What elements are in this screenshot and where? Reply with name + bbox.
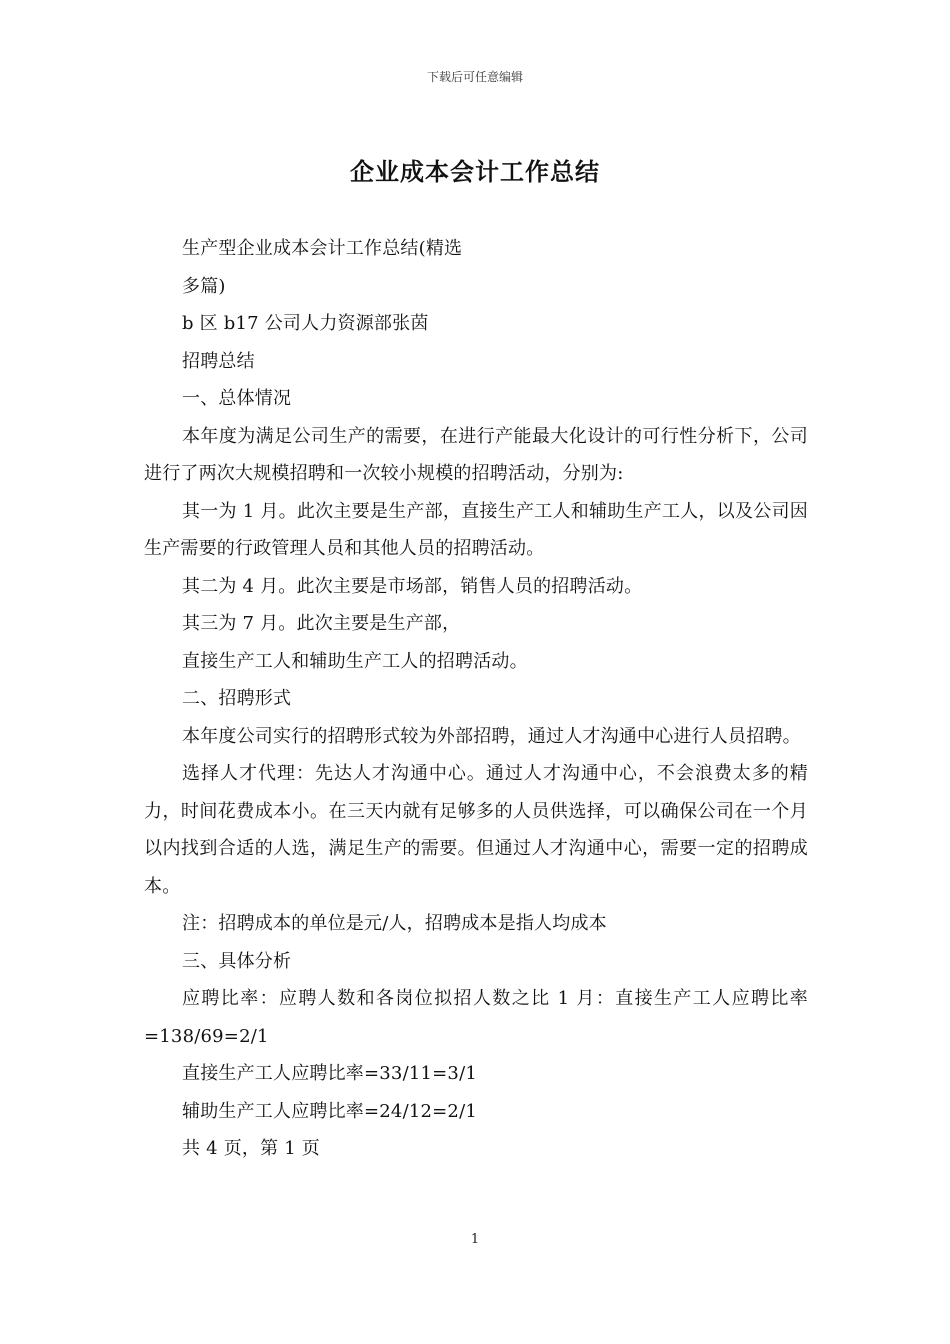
paragraph: 多篇) — [182, 275, 226, 297]
paragraph: b 区 b17 公司人力资源部张茵 — [182, 313, 429, 334]
paragraph: 其一为 1 月。此次主要是生产部，直接生产工人和辅助生产工人，以及公司因生产需要的行政管理人员和其他人员的招聘活动。 — [144, 500, 808, 559]
paragraph: 辅助生产工人应聘比率=24/12=2/1 — [182, 1100, 478, 1122]
paragraph: 其二为 4 月。此次主要是市场部，销售人员的招聘活动。 — [182, 575, 643, 597]
paragraph: 生产型企业成本会计工作总结(精选 — [182, 238, 463, 259]
header-note: 下载后可任意编辑 — [426, 70, 523, 84]
paragraph: 直接生产工人和辅助生产工人的招聘活动。 — [182, 650, 528, 672]
paragraph: 选择人才代理：先达人才沟通中心。通过人才沟通中心，不会浪费太多的精力，时间花费成本小。在三天内就有足够多的人员供选择，可以确保公司在一个月以内找到合适的人选，满足生产的需要。但通过人才沟通中心，需要一定的招聘成本。 — [144, 763, 808, 897]
section-heading: 二、招聘形式 — [182, 688, 292, 709]
paragraph: 本年度为满足公司生产的需要，在进行产能最大化设计的可行性分析下，公司进行了两次大规模招聘和一次较小规模的招聘活动，分别为: — [144, 425, 808, 484]
paragraph: 其三为 7 月。此次主要是生产部， — [182, 613, 461, 634]
document-body — [144, 230, 808, 1168]
page-number: 1 — [470, 1232, 480, 1247]
paragraph: 直接生产工人应聘比率=33/11=3/1 — [182, 1063, 478, 1084]
page-count-note: 共 4 页，第 1 页 — [182, 1138, 320, 1159]
document-title: 企业成本会计工作总结 — [350, 158, 600, 186]
paragraph: 注：招聘成本的单位是元/人，招聘成本是指人均成本 — [182, 913, 607, 934]
section-heading: 三、具体分析 — [182, 950, 292, 972]
paragraph: 应聘比率：应聘人数和各岗位拟招人数之比 1 月：直接生产工人应聘比率=138/69=2/1 — [144, 988, 808, 1047]
paragraph: 本年度公司实行的招聘形式较为外部招聘，通过人才沟通中心进行人员招聘。 — [182, 725, 801, 747]
section-heading: 一、总体情况 — [182, 388, 292, 409]
paragraph: 招聘总结 — [182, 350, 255, 372]
